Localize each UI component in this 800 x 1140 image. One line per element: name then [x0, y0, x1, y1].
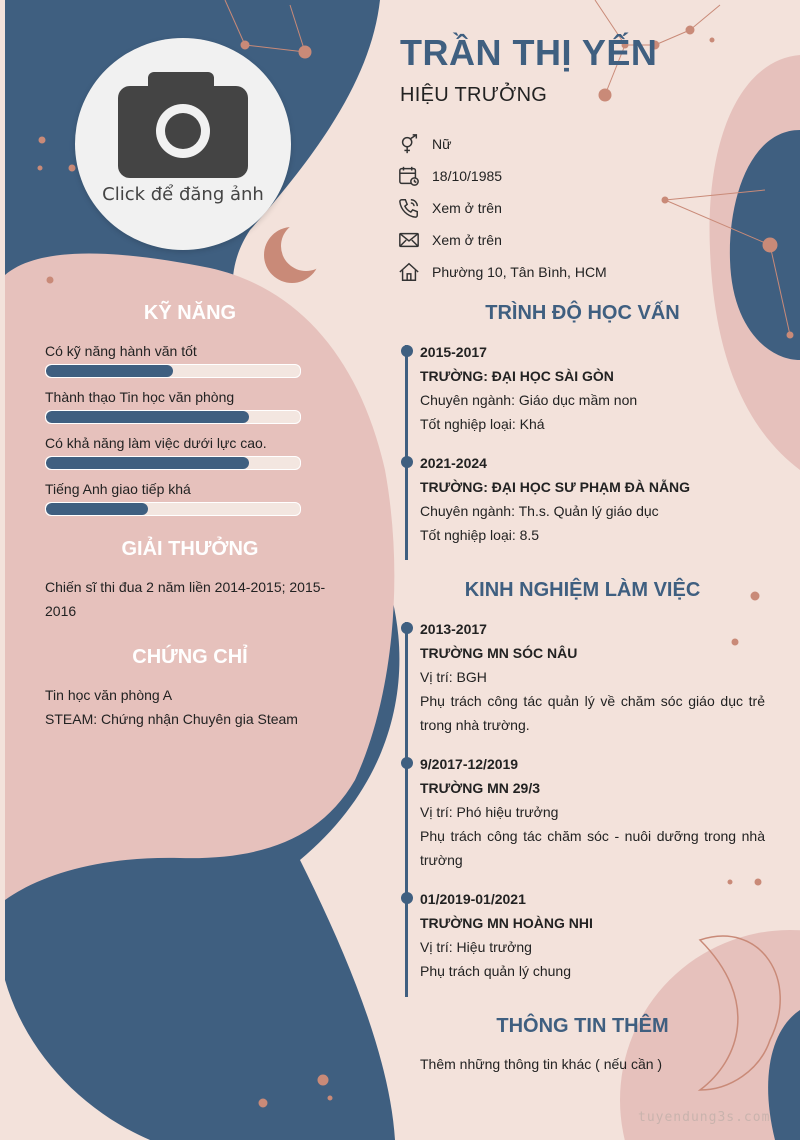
entry-years: 2013-2017: [420, 621, 487, 637]
skill-bar: [45, 410, 301, 424]
entry-line: Phụ trách quản lý chung: [420, 963, 571, 979]
entry-line: Tốt nghiệp loại: Khá: [420, 416, 545, 432]
skills-heading: KỸ NĂNG: [143, 302, 237, 324]
gender-icon: [398, 133, 420, 155]
education-entry: [420, 340, 765, 436]
entry-org: TRƯỜNG MN SÓC NÂU: [420, 645, 578, 661]
camera-icon: [118, 68, 248, 178]
entry-line: Phụ trách công tác quản lý về chăm sóc giáo dục trẻ trong nhà trường.: [420, 693, 765, 733]
timeline-dot: [401, 622, 413, 634]
entry-line: Vị trí: Phó hiệu trưởng: [420, 804, 559, 820]
entry-line: Chuyên ngành: Th.s. Quản lý giáo dục: [420, 503, 659, 519]
skill-bar-fill: [46, 503, 148, 515]
timeline-dot: [401, 892, 413, 904]
timeline-dot: [401, 456, 413, 468]
education-timeline: [405, 345, 408, 560]
photo-upload[interactable]: [75, 38, 291, 250]
skill-bar-fill: [46, 411, 249, 423]
birthday-row: [398, 160, 778, 192]
photo-prompt: Click để đăng ảnh: [102, 184, 264, 205]
entry-line: Chuyên ngành: Giáo dục mầm non: [420, 392, 638, 408]
skill-label: Thành thạo Tin học văn phòng: [45, 389, 235, 405]
timeline-dot: [401, 757, 413, 769]
candidate-name: TRẦN THỊ YẾN: [400, 32, 658, 73]
certificate-item: Tin học văn phòng A: [45, 687, 173, 703]
entry-years: 01/2019-01/2021: [420, 891, 526, 907]
email-value: Xem ở trên: [432, 232, 502, 248]
entry-school: TRƯỜNG: ĐẠI HỌC SÀI GÒN: [420, 368, 614, 384]
entry-school: TRƯỜNG: ĐẠI HỌC SƯ PHẠM ĐÀ NẴNG: [420, 479, 691, 495]
job-title: HIỆU TRƯỞNG: [400, 84, 548, 106]
certificates-list: [45, 683, 335, 731]
skills-list: [45, 340, 335, 524]
entry-years: 2021-2024: [420, 455, 487, 471]
experience-entry: [420, 887, 765, 983]
education-heading: TRÌNH ĐỘ HỌC VẤN: [485, 302, 680, 324]
experience-heading: KINH NGHIỆM LÀM VIỆC: [464, 579, 701, 601]
skill-item: [45, 340, 335, 378]
skill-item: [45, 478, 335, 516]
calendar-icon: [398, 165, 420, 187]
skill-bar: [45, 456, 301, 470]
certificate-item: STEAM: Chứng nhận Chuyên gia Steam: [45, 711, 298, 727]
awards-text: Chiến sĩ thi đua 2 năm liền 2014-2015; 2015-2016: [45, 579, 326, 619]
birthday-value: 18/10/1985: [432, 168, 503, 184]
skill-bar-fill: [46, 365, 173, 377]
extra-text: Thêm những thông tin khác ( nếu cần ): [420, 1056, 663, 1072]
phone-value: Xem ở trên: [432, 200, 502, 216]
skill-bar-fill: [46, 457, 249, 469]
education-entry: [420, 451, 765, 547]
entry-years: 9/2017-12/2019: [420, 756, 519, 772]
experience-entry: [420, 752, 765, 872]
awards-heading: GIẢI THƯỞNG: [121, 538, 259, 560]
experience-timeline: [405, 622, 408, 997]
phone-icon: [398, 197, 420, 219]
address-value: Phường 10, Tân Bình, HCM: [432, 264, 607, 280]
email-row: [398, 224, 778, 256]
entry-line: Vị trí: Hiệu trưởng: [420, 939, 532, 955]
address-row: [398, 256, 778, 288]
entry-org: TRƯỜNG MN HOÀNG NHI: [420, 915, 593, 931]
home-icon: [398, 261, 420, 283]
phone-row: [398, 192, 778, 224]
skill-label: Có khả năng làm việc dưới lực cao.: [45, 435, 267, 451]
extra-heading: THÔNG TIN THÊM: [496, 1015, 669, 1037]
skill-bar: [45, 502, 301, 516]
contact-info: [398, 128, 778, 288]
skill-bar: [45, 364, 301, 378]
skill-item: [45, 386, 335, 424]
skill-label: Tiếng Anh giao tiếp khá: [45, 481, 191, 497]
mail-icon: [398, 229, 420, 251]
gender-row: [398, 128, 778, 160]
entry-years: 2015-2017: [420, 344, 487, 360]
timeline-dot: [401, 345, 413, 357]
skill-item: [45, 432, 335, 470]
skill-label: Có kỹ năng hành văn tốt: [45, 343, 197, 359]
gender-value: Nữ: [432, 136, 452, 152]
experience-entry: [420, 617, 765, 737]
entry-line: Vị trí: BGH: [420, 669, 487, 685]
entry-org: TRƯỜNG MN 29/3: [420, 780, 541, 796]
entry-line: Phụ trách công tác chăm sóc - nuôi dưỡng trong nhà trường: [420, 828, 765, 868]
watermark: tuyendung3s.com: [638, 1110, 771, 1125]
certificates-heading: CHỨNG CHỈ: [132, 646, 248, 668]
entry-line: Tốt nghiệp loại: 8.5: [420, 527, 540, 543]
